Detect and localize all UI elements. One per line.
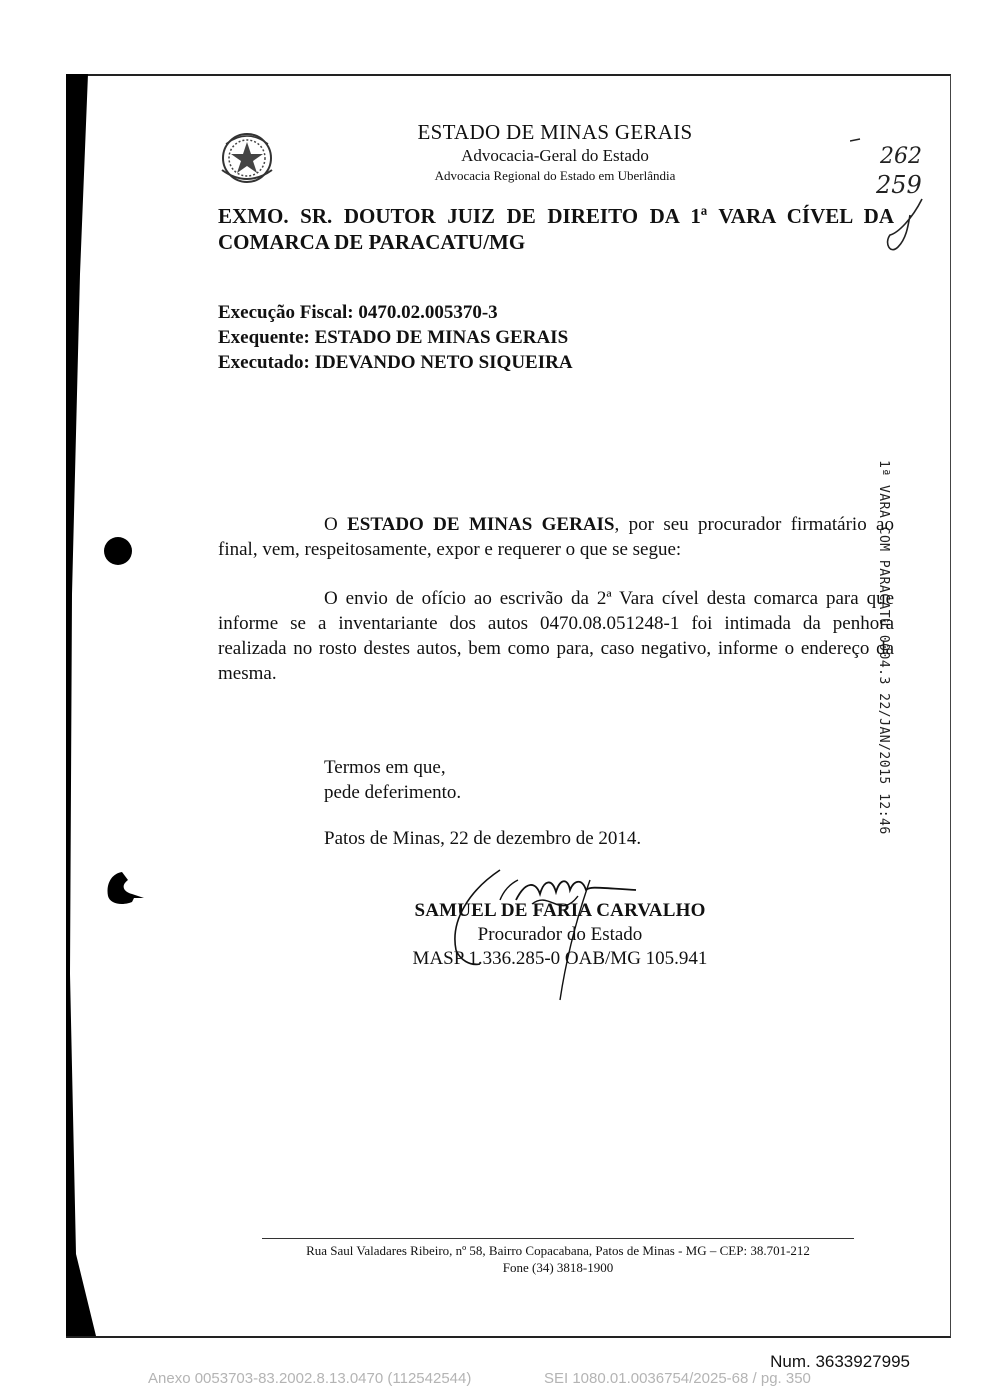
closing-line-1: Termos em que, bbox=[324, 757, 446, 778]
scan-edge-shadow bbox=[66, 74, 96, 1336]
intro-rest: , por seu procurador firmatário ao final, vem, respeitosamente, expor e requerer o que se segue: bbox=[218, 514, 894, 560]
paragraph-intro bbox=[218, 512, 894, 562]
header-agency: Advocacia-Geral do Estado bbox=[461, 146, 649, 165]
signer-role: Procurador do Estado bbox=[477, 924, 643, 945]
case-exequente: Exequente: ESTADO DE MINAS GERAIS bbox=[218, 327, 569, 348]
case-executado: Executado: IDEVANDO NETO SIQUEIRA bbox=[218, 352, 573, 373]
closing-terms bbox=[324, 755, 461, 805]
footer-divider bbox=[262, 1238, 854, 1239]
signer-ids: MASP 1.336.285-0 OAB/MG 105.941 bbox=[412, 948, 708, 969]
punch-hole-bottom bbox=[104, 868, 148, 908]
addressee: EXMO. SR. DOUTOR JUIZ DE DIREITO DA 1ª VARA CÍVEL DA COMARCA DE PARACATU/MG bbox=[218, 204, 894, 254]
paragraph-request bbox=[218, 586, 894, 686]
case-execucao: Execução Fiscal: 0470.02.005370-3 bbox=[218, 302, 498, 323]
header-office: Advocacia Regional do Estado em Uberlândia bbox=[434, 168, 676, 183]
case-info bbox=[218, 300, 573, 375]
closing-line-2: pede deferimento. bbox=[324, 782, 462, 803]
request-text: O envio de ofício ao escrivão da 2ª Vara cível desta comarca para que informe se a inventariante dos autos 0470.08.051248-1 foi intimada da penhora realizada no rosto destes autos, bem como para, caso negativo, informe o endereço da mesma. bbox=[218, 588, 894, 684]
punch-hole-top bbox=[104, 537, 132, 565]
folio-number-2: 259 bbox=[876, 171, 922, 199]
folio-number-1: 262 bbox=[880, 144, 922, 169]
header-state: ESTADO DE MINAS GERAIS bbox=[417, 120, 693, 144]
intro-prefix: O bbox=[324, 514, 348, 535]
place-date: Patos de Minas, 22 de dezembro de 2014. bbox=[324, 828, 642, 849]
document-page bbox=[66, 74, 951, 1338]
annex-reference: Anexo 0053703-83.2002.8.13.0470 (112542544) bbox=[148, 1370, 472, 1387]
protocol-stamp: 1ª VARA COM PARACATU 0004.3 22/JAN/2015 12:46 bbox=[876, 460, 891, 835]
sei-reference: SEI 1080.01.0036754/2025-68 / pg. 350 bbox=[544, 1370, 811, 1387]
footer-address: Rua Saul Valadares Ribeiro, nº 58, Bairro Copacabana, Patos de Minas - MG – CEP: 38.701-212 bbox=[306, 1243, 810, 1258]
coat-of-arms-icon bbox=[216, 130, 278, 186]
intro-party: ESTADO DE MINAS GERAIS bbox=[347, 514, 615, 535]
footer-phone: Fone (34) 3818-1900 bbox=[502, 1260, 614, 1275]
signer-name: SAMUEL DE FARIA CARVALHO bbox=[414, 900, 706, 921]
document-number: Num. 3633927995 bbox=[770, 1352, 910, 1371]
